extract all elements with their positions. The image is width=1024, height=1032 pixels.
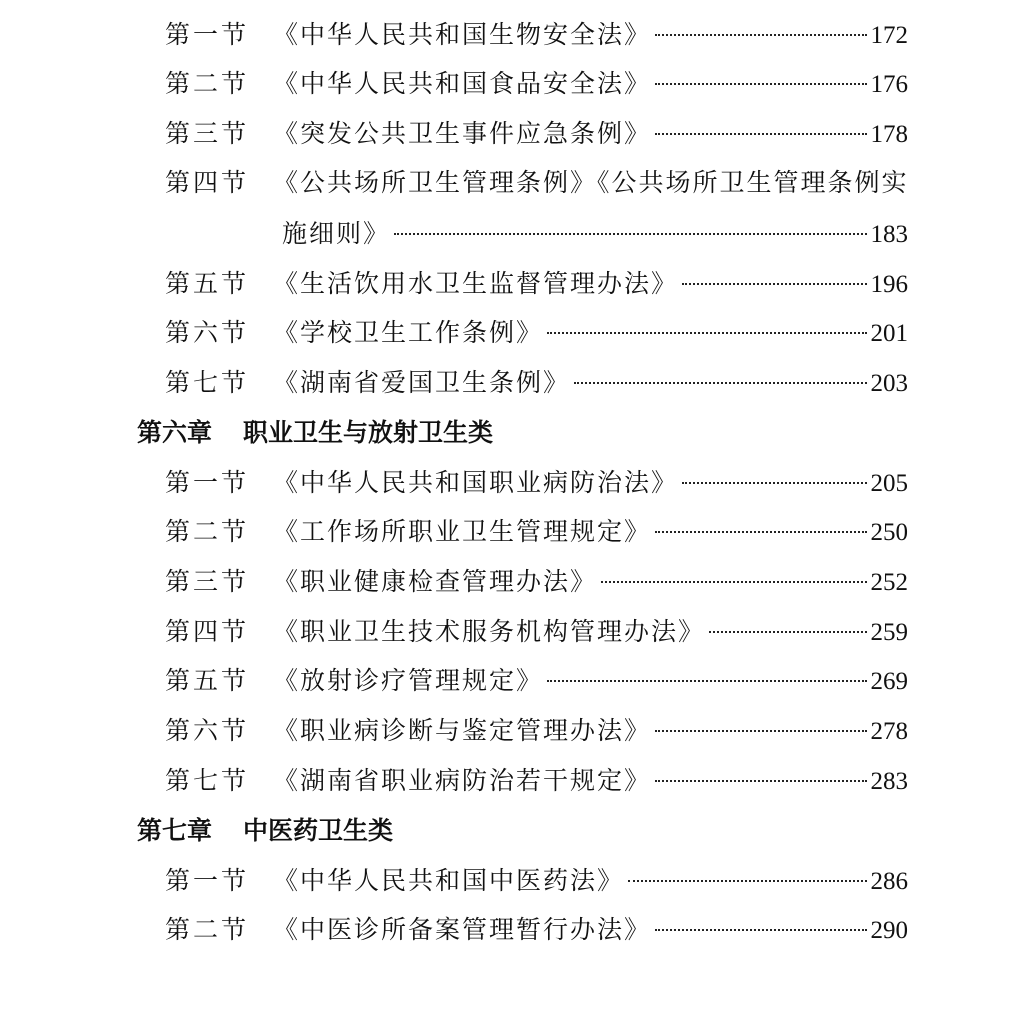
chapter-title: 职业卫生与放射卫生类 — [243, 418, 494, 447]
section-label: 第二节 — [165, 69, 250, 98]
section-label: 第三节 — [165, 567, 250, 596]
toc-entry — [165, 463, 908, 503]
section-title: 《生活饮用水卫生监督管理办法》 — [273, 269, 679, 298]
section-label: 第二节 — [165, 915, 250, 944]
page-number: 278 — [870, 718, 908, 745]
section-title: 《职业卫生技术服务机构管理办法》 — [273, 617, 706, 646]
section-label: 第三节 — [165, 119, 250, 148]
section-title: 《湖南省爱国卫生条例》 — [273, 368, 571, 397]
toc-entry — [165, 64, 908, 104]
section-title: 《湖南省职业病防治若干规定》 — [273, 766, 652, 795]
section-label: 第一节 — [165, 20, 250, 49]
section-title: 《中华人民共和国食品安全法》 — [273, 69, 652, 98]
dot-leader — [547, 680, 866, 682]
toc-entry — [165, 761, 908, 801]
toc-entry — [165, 313, 908, 353]
section-title-continuation: 施细则》 — [282, 219, 391, 248]
chapter-label: 第六章 — [137, 418, 213, 447]
page-number: 283 — [870, 768, 908, 795]
dot-leader — [709, 631, 866, 633]
page-number: 205 — [870, 470, 908, 497]
section-label: 第七节 — [165, 368, 250, 397]
toc-entry — [165, 163, 908, 203]
section-title: 《中华人民共和国生物安全法》 — [273, 20, 652, 49]
page-number: 269 — [870, 668, 908, 695]
page-number: 286 — [870, 868, 908, 895]
section-label: 第七节 — [165, 766, 250, 795]
toc-entry — [165, 363, 908, 403]
section-title: 《中华人民共和国中医药法》 — [273, 866, 625, 895]
page-number: 196 — [870, 271, 908, 298]
dot-leader — [655, 929, 866, 931]
section-title: 《学校卫生工作条例》 — [273, 318, 544, 347]
section-label: 第一节 — [165, 866, 250, 895]
dot-leader — [574, 382, 866, 384]
section-label: 第五节 — [165, 666, 250, 695]
page-number: 201 — [870, 320, 908, 347]
page-number: 172 — [870, 22, 908, 49]
toc-entry — [165, 114, 908, 154]
toc-entry — [165, 661, 908, 701]
toc-entry-continuation — [282, 214, 908, 254]
dot-leader — [655, 780, 866, 782]
dot-leader — [547, 332, 866, 334]
dot-leader — [682, 283, 866, 285]
dot-leader — [655, 34, 866, 36]
dot-leader — [655, 531, 866, 533]
section-title: 《公共场所卫生管理条例》《公共场所卫生管理条例实 — [273, 168, 909, 197]
section-title: 《放射诊疗管理规定》 — [273, 666, 544, 695]
chapter-title: 中医药卫生类 — [243, 816, 394, 845]
chapter-label: 第七章 — [137, 816, 213, 845]
section-title: 《中医诊所备案管理暂行办法》 — [273, 915, 652, 944]
toc-entry — [165, 264, 908, 304]
section-title: 《职业病诊断与鉴定管理办法》 — [273, 716, 652, 745]
toc-entry — [165, 711, 908, 751]
dot-leader — [601, 581, 866, 583]
section-label: 第四节 — [165, 617, 250, 646]
toc-entry — [165, 15, 908, 55]
page-number: 183 — [870, 221, 908, 248]
page-number: 259 — [870, 619, 908, 646]
dot-leader — [655, 133, 866, 135]
dot-leader — [655, 83, 866, 85]
chapter-heading — [137, 413, 908, 453]
section-label: 第一节 — [165, 468, 250, 497]
dot-leader — [628, 880, 866, 882]
page-number: 203 — [870, 370, 908, 397]
toc-entry — [165, 910, 908, 950]
page-number: 290 — [870, 917, 908, 944]
dot-leader — [682, 482, 866, 484]
page-number: 178 — [870, 121, 908, 148]
toc-entry — [165, 612, 908, 652]
dot-leader — [394, 233, 866, 235]
chapter-heading — [137, 811, 908, 851]
section-label: 第五节 — [165, 269, 250, 298]
section-label: 第六节 — [165, 716, 250, 745]
page-number: 252 — [870, 569, 908, 596]
page-number: 250 — [870, 519, 908, 546]
toc-entry — [165, 512, 908, 552]
toc-entry — [165, 562, 908, 602]
section-title: 《突发公共卫生事件应急条例》 — [273, 119, 652, 148]
section-label: 第四节 — [165, 168, 250, 197]
page-number: 176 — [870, 71, 908, 98]
section-title: 《工作场所职业卫生管理规定》 — [273, 517, 652, 546]
section-label: 第六节 — [165, 318, 250, 347]
dot-leader — [655, 730, 866, 732]
toc-entry — [165, 861, 908, 901]
section-title: 《职业健康检查管理办法》 — [273, 567, 598, 596]
section-label: 第二节 — [165, 517, 250, 546]
section-title: 《中华人民共和国职业病防治法》 — [273, 468, 679, 497]
